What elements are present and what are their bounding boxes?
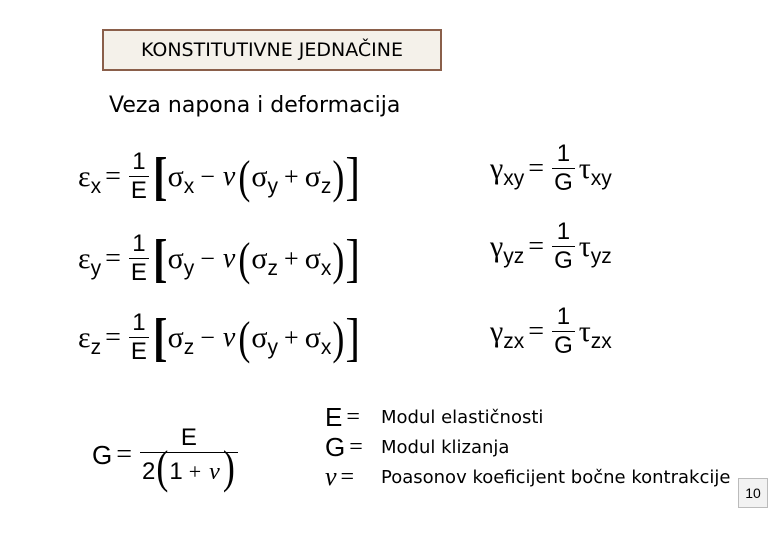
nu-symbol: ν [222,160,236,192]
subscript: zx [503,329,525,353]
fraction [552,218,575,275]
legend-symbol-text: ν [325,462,337,491]
minus-sign: − [200,243,215,273]
nu-symbol: ν [222,242,236,274]
fraction [552,303,575,360]
subscript: x [183,174,195,198]
minus-sign: − [200,161,215,191]
g-symbol: G [92,439,113,470]
subscript: y [90,256,102,280]
equals-sign: = [105,160,121,192]
gamma-symbol: γ [490,151,504,185]
subscript: x [320,256,332,280]
sigma-symbol: σ [304,159,321,193]
fraction [129,148,149,205]
left-paren: ( [238,150,251,203]
fraction [552,140,575,197]
equals-sign: = [340,463,355,490]
right-paren: ) [222,441,235,493]
left-paren: ( [156,441,169,493]
legend-row [325,462,730,492]
legend-text: Poasonov koeficijent bočne kontrakcije [381,466,731,488]
shear-strain-equation [490,140,612,197]
legend-text: Modul klizanja [381,436,510,458]
sigma-symbol: σ [167,320,184,354]
tau-symbol: τ [578,151,591,185]
plus-sign: + [284,161,299,191]
plus-sign: + [284,322,299,352]
gamma-symbol: γ [490,314,504,348]
legend-symbol-text: G [325,431,346,462]
sigma-symbol: σ [167,241,184,275]
sigma-symbol: σ [304,320,321,354]
equals-sign: = [105,321,121,353]
subscript: y [183,256,195,280]
numerator-e: E [180,424,197,451]
denominator: G [554,332,573,359]
sigma-symbol: σ [304,241,321,275]
numerator: 1 [132,148,146,175]
equals-sign: = [116,439,133,470]
subscript: xy [503,166,525,190]
legend-symbol [325,432,371,463]
subscript: z [320,174,332,198]
legend-row [325,432,730,462]
denominator: E [130,177,147,204]
subscript: z [183,335,195,359]
subscript: yz [590,244,612,268]
nu-symbol: ν [222,321,236,353]
left-bracket: [ [152,228,168,288]
legend-symbol [325,462,371,492]
right-paren: ) [332,232,345,285]
equals-sign: = [528,230,545,262]
denominator: E [130,338,147,365]
fraction [129,230,149,287]
subscript: y [267,335,279,359]
normal-strain-equation [78,148,360,205]
right-bracket: ] [345,146,361,206]
numerator: 1 [556,218,571,245]
subscript: z [90,335,102,359]
legend-text: Modul elastičnosti [381,406,544,428]
gamma-symbol: γ [490,229,504,263]
epsilon-symbol: ε [78,241,91,275]
page-number: 10 [738,478,768,508]
nu-symbol: ν [209,459,220,485]
right-bracket: ] [345,228,361,288]
equals-sign: = [105,242,121,274]
numerator: 1 [132,230,146,257]
minus-sign: − [200,322,215,352]
subscript: yz [503,244,525,268]
subscript: x [90,174,102,198]
fraction [129,309,149,366]
denominator: E [130,259,147,286]
subscript: zx [590,329,612,353]
equals-sign: = [528,315,545,347]
tau-symbol: τ [578,314,591,348]
slide-subtitle: Veza napona i deformacija [109,93,401,118]
subscript: y [267,174,279,198]
subscript: x [320,335,332,359]
slide-title [102,29,442,71]
sigma-symbol: σ [251,320,268,354]
sigma-symbol: σ [167,159,184,193]
right-paren: ) [332,311,345,364]
plus-sign: + [188,459,202,484]
denominator: G [554,247,573,274]
normal-strain-equation [78,230,360,287]
legend-symbol-text: E [325,401,343,432]
sigma-symbol: σ [251,241,268,275]
left-bracket: [ [152,146,168,206]
epsilon-symbol: ε [78,159,91,193]
normal-strain-equation [78,309,360,366]
left-bracket: [ [152,307,168,367]
subscript: xy [590,166,612,190]
slide-title-text: KONSTITUTIVNE JEDNAČINE [140,39,404,61]
one: 1 [169,458,183,485]
equals-sign: = [528,152,545,184]
right-paren: ) [332,150,345,203]
legend-row [325,402,730,432]
legend-symbol [325,402,371,433]
denominator [140,441,238,493]
right-bracket: ] [345,307,361,367]
numerator: 1 [556,303,571,330]
equals-sign: = [349,433,363,460]
sigma-symbol: σ [251,159,268,193]
shear-strain-equation [490,218,612,275]
equals-sign: = [346,403,360,430]
plus-sign: + [284,243,299,273]
numerator: 1 [132,309,146,336]
numerator: 1 [556,140,571,167]
fraction [140,424,238,493]
epsilon-symbol: ε [78,320,91,354]
left-paren: ( [238,311,251,364]
left-paren: ( [238,232,251,285]
tau-symbol: τ [578,229,591,263]
denominator: G [554,169,573,196]
shear-modulus-formula [92,424,242,493]
symbol-legend [325,402,730,492]
shear-strain-equation [490,303,612,360]
two: 2 [142,458,156,485]
subscript: z [267,256,279,280]
